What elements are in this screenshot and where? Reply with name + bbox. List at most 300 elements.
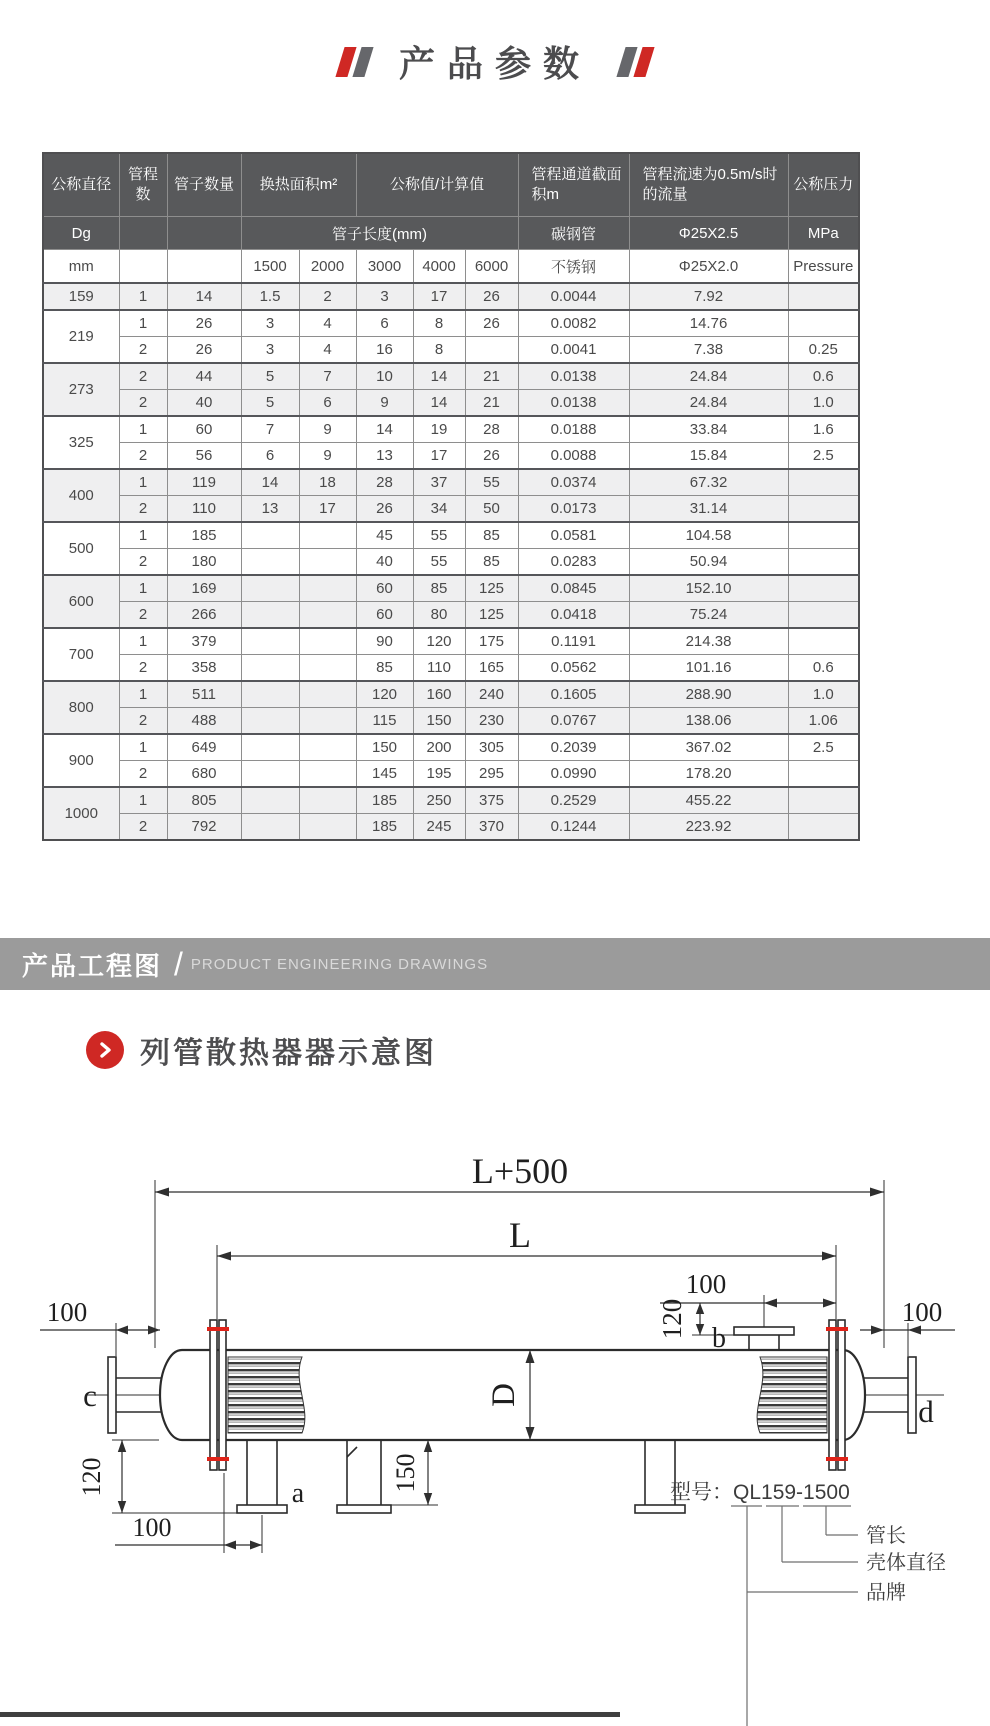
value-cell (241, 602, 299, 629)
value-cell: 0.0581 (518, 522, 629, 549)
value-cell: 2 (119, 708, 167, 735)
value-cell: 26 (167, 337, 241, 364)
value-cell: 0.0845 (518, 575, 629, 602)
value-cell: 288.90 (629, 681, 788, 708)
value-cell: 0.0138 (518, 363, 629, 390)
value-cell: 34 (413, 496, 465, 523)
value-cell: 85 (465, 549, 518, 576)
page-title: 产品参数 (398, 43, 591, 84)
value-cell: 245 (413, 814, 465, 841)
value-cell: 5 (241, 363, 299, 390)
value-cell: 0.0082 (518, 310, 629, 337)
value-cell: 55 (413, 549, 465, 576)
value-cell: 185 (356, 814, 413, 841)
table-row (43, 283, 859, 310)
col-passes: 管程数 (119, 153, 167, 217)
value-cell: 50 (465, 496, 518, 523)
table-row (43, 443, 859, 470)
value-cell (241, 761, 299, 788)
value-cell: 28 (465, 416, 518, 443)
nozzle-a-label: a (291, 1478, 305, 1509)
value-cell: 40 (356, 549, 413, 576)
bottom-rule (0, 1712, 620, 1717)
table-row (43, 363, 859, 390)
value-cell (299, 628, 356, 655)
chevron-circle-icon (86, 1031, 124, 1069)
value-cell: 1.6 (788, 416, 859, 443)
mpa-label: MPa (788, 217, 859, 250)
value-cell: 101.16 (629, 655, 788, 682)
page-header (0, 36, 990, 87)
value-cell: 0.2039 (518, 734, 629, 761)
section-banner (0, 938, 990, 990)
value-cell: 805 (167, 787, 241, 814)
value-cell: 85 (356, 655, 413, 682)
banner-title-en: PRODUCT ENGINEERING DRAWINGS (190, 955, 489, 973)
table-row (43, 681, 859, 708)
value-cell: 358 (167, 655, 241, 682)
value-cell: 120 (413, 628, 465, 655)
value-cell (299, 602, 356, 629)
value-cell: 14 (413, 390, 465, 417)
value-cell: 4 (299, 310, 356, 337)
value-cell: 0.0041 (518, 337, 629, 364)
value-cell: 67.32 (629, 469, 788, 496)
value-cell (299, 522, 356, 549)
value-cell: 2 (119, 549, 167, 576)
value-cell (788, 496, 859, 523)
spec-table-body (43, 283, 859, 840)
col-area: 换热面积m² (241, 153, 356, 217)
col-nominal: 公称值/计算值 (356, 153, 518, 217)
col-channel: 管程通道截面积m (518, 153, 629, 217)
value-cell: 50.94 (629, 549, 788, 576)
tube-spec2-label: Φ25X2.0 (629, 250, 788, 284)
value-cell: 90 (356, 628, 413, 655)
model-callout (670, 1481, 946, 1726)
value-cell (788, 469, 859, 496)
value-cell: 33.84 (629, 416, 788, 443)
value-cell (299, 575, 356, 602)
value-cell: 24.84 (629, 390, 788, 417)
value-cell: 1.0 (788, 390, 859, 417)
value-cell: 17 (413, 443, 465, 470)
diameter-cell: 1000 (43, 787, 119, 840)
value-cell: 2 (119, 602, 167, 629)
value-cell: 1 (119, 628, 167, 655)
value-cell: 9 (356, 390, 413, 417)
dim-120-bottom-label: 120 (77, 1457, 106, 1497)
value-cell: 4 (299, 337, 356, 364)
diameter-cell: 325 (43, 416, 119, 469)
carbon-steel-label: 碳钢管 (518, 217, 629, 250)
value-cell: 649 (167, 734, 241, 761)
value-cell: 145 (356, 761, 413, 788)
value-cell: 0.0767 (518, 708, 629, 735)
model-label: 型号：QL159-1500 (670, 1481, 850, 1504)
value-cell: 2 (299, 283, 356, 310)
value-cell: 1.5 (241, 283, 299, 310)
value-cell: 180 (167, 549, 241, 576)
value-cell: 2 (119, 337, 167, 364)
value-cell: 792 (167, 814, 241, 841)
value-cell: 266 (167, 602, 241, 629)
diagram-title: 列管散热器器示意图 (140, 1037, 437, 1070)
banner-title-cn: 产品工程图 (22, 950, 163, 981)
value-cell: 160 (413, 681, 465, 708)
value-cell: 488 (167, 708, 241, 735)
value-cell: 26 (465, 443, 518, 470)
value-cell (465, 337, 518, 364)
value-cell: 119 (167, 469, 241, 496)
value-cell: 2 (119, 363, 167, 390)
value-cell: 17 (413, 283, 465, 310)
value-cell: 185 (356, 787, 413, 814)
value-cell: 15.84 (629, 443, 788, 470)
value-cell: 14 (413, 363, 465, 390)
dim-100-top-label: 100 (685, 1269, 727, 1299)
pressure-label: Pressure (788, 250, 859, 284)
header-row-3 (43, 250, 859, 284)
table-row (43, 655, 859, 682)
dim-100-left-label: 100 (46, 1297, 88, 1327)
value-cell: 0.0088 (518, 443, 629, 470)
table-row (43, 337, 859, 364)
value-cell (788, 283, 859, 310)
value-cell: 511 (167, 681, 241, 708)
value-cell (299, 761, 356, 788)
table-row (43, 310, 859, 337)
banner-slash: / (174, 945, 183, 982)
diameter-cell: 800 (43, 681, 119, 734)
diameter-cell: 273 (43, 363, 119, 416)
value-cell (241, 681, 299, 708)
value-cell (788, 549, 859, 576)
value-cell (241, 655, 299, 682)
value-cell: 10 (356, 363, 413, 390)
callout-shell-diameter: 壳体直径 (866, 1552, 946, 1574)
value-cell: 37 (413, 469, 465, 496)
value-cell: 3 (241, 337, 299, 364)
diameter-cell: 700 (43, 628, 119, 681)
value-cell: 0.1244 (518, 814, 629, 841)
value-cell: 2 (119, 496, 167, 523)
value-cell: 1 (119, 416, 167, 443)
value-cell: 26 (465, 283, 518, 310)
value-cell: 0.25 (788, 337, 859, 364)
value-cell (788, 814, 859, 841)
table-row (43, 469, 859, 496)
dim-100-right (860, 1297, 955, 1356)
table-row (43, 708, 859, 735)
value-cell: 1 (119, 283, 167, 310)
value-cell: 26 (167, 310, 241, 337)
tube-length-label: 管子长度(mm) (241, 217, 518, 250)
value-cell: 305 (465, 734, 518, 761)
value-cell: 6 (299, 390, 356, 417)
dim-100-bottom-label: 100 (132, 1513, 172, 1542)
value-cell: 680 (167, 761, 241, 788)
value-cell: 2 (119, 655, 167, 682)
value-cell: 19 (413, 416, 465, 443)
value-cell: 31.14 (629, 496, 788, 523)
table-row (43, 390, 859, 417)
table-row (43, 734, 859, 761)
value-cell: 26 (356, 496, 413, 523)
value-cell (788, 575, 859, 602)
value-cell (299, 681, 356, 708)
value-cell: 152.10 (629, 575, 788, 602)
value-cell: 230 (465, 708, 518, 735)
value-cell: 0.0188 (518, 416, 629, 443)
value-cell (299, 708, 356, 735)
value-cell: 1.0 (788, 681, 859, 708)
value-cell: 1 (119, 681, 167, 708)
diameter-cell: 159 (43, 283, 119, 310)
value-cell (788, 761, 859, 788)
value-cell (299, 787, 356, 814)
tube-bundle-left (228, 1357, 305, 1433)
table-row (43, 416, 859, 443)
length-option: 6000 (465, 250, 518, 284)
value-cell (299, 734, 356, 761)
value-cell: 370 (465, 814, 518, 841)
value-cell: 125 (465, 575, 518, 602)
value-cell: 55 (413, 522, 465, 549)
value-cell: 169 (167, 575, 241, 602)
value-cell: 125 (465, 602, 518, 629)
value-cell: 1 (119, 734, 167, 761)
tube-spec-label: Φ25X2.5 (629, 217, 788, 250)
value-cell: 2.5 (788, 734, 859, 761)
value-cell (241, 787, 299, 814)
value-cell: 85 (465, 522, 518, 549)
value-cell (241, 522, 299, 549)
value-cell: 3 (241, 310, 299, 337)
dim-100-left (40, 1297, 160, 1356)
dim-l500-label: L+500 (471, 1151, 569, 1191)
value-cell (241, 814, 299, 841)
value-cell: 195 (413, 761, 465, 788)
length-option: 1500 (241, 250, 299, 284)
value-cell: 295 (465, 761, 518, 788)
value-cell (299, 814, 356, 841)
value-cell: 0.0283 (518, 549, 629, 576)
value-cell: 7 (241, 416, 299, 443)
value-cell: 0.6 (788, 363, 859, 390)
value-cell: 80 (413, 602, 465, 629)
value-cell: 138.06 (629, 708, 788, 735)
value-cell (788, 602, 859, 629)
value-cell: 455.22 (629, 787, 788, 814)
value-cell: 5 (241, 390, 299, 417)
value-cell: 75.24 (629, 602, 788, 629)
value-cell: 60 (356, 575, 413, 602)
value-cell: 375 (465, 787, 518, 814)
value-cell (241, 628, 299, 655)
table-row (43, 787, 859, 814)
value-cell: 0.0138 (518, 390, 629, 417)
value-cell: 367.02 (629, 734, 788, 761)
value-cell (241, 708, 299, 735)
value-cell: 150 (413, 708, 465, 735)
dim-l-label: L (509, 1215, 531, 1255)
value-cell: 1.06 (788, 708, 859, 735)
table-row (43, 496, 859, 523)
diameter-cell: 600 (43, 575, 119, 628)
value-cell: 104.58 (629, 522, 788, 549)
value-cell: 200 (413, 734, 465, 761)
dim-100-right-label: 100 (901, 1297, 943, 1327)
value-cell: 45 (356, 522, 413, 549)
table-row (43, 522, 859, 549)
value-cell: 14 (356, 416, 413, 443)
value-cell: 24.84 (629, 363, 788, 390)
value-cell: 40 (167, 390, 241, 417)
value-cell: 21 (465, 363, 518, 390)
value-cell: 13 (356, 443, 413, 470)
value-cell: 26 (465, 310, 518, 337)
value-cell: 9 (299, 443, 356, 470)
length-option: 3000 (356, 250, 413, 284)
value-cell: 6 (241, 443, 299, 470)
value-cell: 214.38 (629, 628, 788, 655)
value-cell (788, 628, 859, 655)
nozzle-b-label: b (712, 1323, 726, 1354)
value-cell: 55 (465, 469, 518, 496)
dim-150 (391, 1440, 438, 1505)
value-cell: 1 (119, 787, 167, 814)
value-cell: 2 (119, 390, 167, 417)
value-cell (241, 575, 299, 602)
table-row (43, 814, 859, 841)
value-cell: 0.0418 (518, 602, 629, 629)
value-cell (299, 549, 356, 576)
col-pressure: 公称压力 (788, 153, 859, 217)
value-cell: 0.0374 (518, 469, 629, 496)
header-row-1 (43, 153, 859, 217)
value-cell: 85 (413, 575, 465, 602)
tube-bundle-right (757, 1357, 827, 1433)
value-cell: 6 (356, 310, 413, 337)
dim-shell-d-label: D (486, 1383, 522, 1407)
value-cell: 9 (299, 416, 356, 443)
value-cell: 379 (167, 628, 241, 655)
table-row (43, 575, 859, 602)
value-cell: 178.20 (629, 761, 788, 788)
unit-dg: Dg (43, 217, 119, 250)
value-cell: 16 (356, 337, 413, 364)
diagram-heading (86, 1028, 437, 1072)
callout-brand: 品牌 (866, 1582, 906, 1604)
table-row (43, 602, 859, 629)
dim-120-top-label: 120 (657, 1298, 687, 1340)
value-cell: 0.6 (788, 655, 859, 682)
value-cell: 2 (119, 761, 167, 788)
value-cell: 120 (356, 681, 413, 708)
title-left-mark-icon (340, 47, 369, 77)
value-cell: 250 (413, 787, 465, 814)
diameter-cell: 900 (43, 734, 119, 787)
value-cell: 7 (299, 363, 356, 390)
value-cell (788, 310, 859, 337)
value-cell: 0.0173 (518, 496, 629, 523)
value-cell: 0.0044 (518, 283, 629, 310)
value-cell: 110 (167, 496, 241, 523)
length-option: 4000 (413, 250, 465, 284)
value-cell: 240 (465, 681, 518, 708)
value-cell: 1 (119, 575, 167, 602)
stainless-steel-label: 不锈钢 (518, 250, 629, 284)
value-cell: 28 (356, 469, 413, 496)
value-cell: 17 (299, 496, 356, 523)
diameter-cell: 400 (43, 469, 119, 522)
value-cell: 7.38 (629, 337, 788, 364)
value-cell: 21 (465, 390, 518, 417)
value-cell (241, 734, 299, 761)
value-cell: 14.76 (629, 310, 788, 337)
nozzle-d-label: d (918, 1394, 934, 1429)
engineering-drawing (0, 1095, 990, 1726)
value-cell: 150 (356, 734, 413, 761)
unit-mm: mm (43, 250, 119, 284)
value-cell: 2 (119, 814, 167, 841)
table-row (43, 761, 859, 788)
value-cell: 0.1191 (518, 628, 629, 655)
table-row (43, 628, 859, 655)
value-cell: 44 (167, 363, 241, 390)
value-cell: 175 (465, 628, 518, 655)
value-cell (788, 522, 859, 549)
value-cell: 18 (299, 469, 356, 496)
callout-tube-length: 管长 (866, 1525, 906, 1547)
value-cell: 14 (241, 469, 299, 496)
col-diameter: 公称直径 (43, 153, 119, 217)
dim-150-label: 150 (391, 1453, 420, 1493)
table-row (43, 549, 859, 576)
value-cell: 1 (119, 469, 167, 496)
col-tubes: 管子数量 (167, 153, 241, 217)
value-cell: 0.2529 (518, 787, 629, 814)
value-cell: 60 (356, 602, 413, 629)
value-cell: 14 (167, 283, 241, 310)
value-cell: 165 (465, 655, 518, 682)
diameter-cell: 219 (43, 310, 119, 363)
value-cell: 115 (356, 708, 413, 735)
nozzle-a (237, 1440, 305, 1513)
col-flow: 管程流速为0.5m/s时的流量 (629, 153, 788, 217)
value-cell (299, 655, 356, 682)
value-cell (788, 787, 859, 814)
value-cell: 1 (119, 522, 167, 549)
value-cell: 7.92 (629, 283, 788, 310)
value-cell: 223.92 (629, 814, 788, 841)
product-spec-table (42, 152, 860, 841)
header-row-2 (43, 217, 859, 250)
value-cell: 0.0990 (518, 761, 629, 788)
value-cell: 185 (167, 522, 241, 549)
value-cell: 0.0562 (518, 655, 629, 682)
value-cell: 2.5 (788, 443, 859, 470)
title-right-mark-icon (621, 47, 650, 77)
nozzle-middle (337, 1440, 391, 1513)
diameter-cell: 500 (43, 522, 119, 575)
table-header (43, 153, 859, 283)
value-cell: 60 (167, 416, 241, 443)
value-cell: 2 (119, 443, 167, 470)
value-cell: 13 (241, 496, 299, 523)
value-cell: 56 (167, 443, 241, 470)
